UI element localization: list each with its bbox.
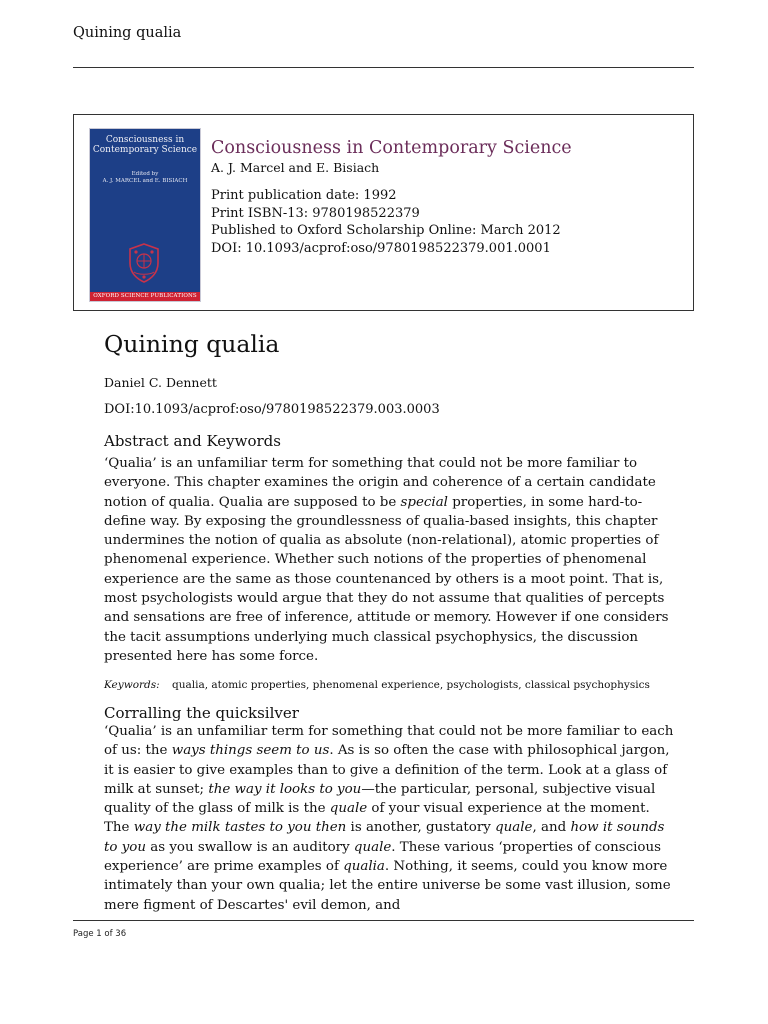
body-text-part: ‘Qualia’ is an unfamiliar term for something that could not be more familiar to each of us: the (104, 724, 674, 759)
abstract-text-part: properties, in some hard-to-define way. By exposing the groundlessness of qualia-based insights, this chapter undermines the notion of qualia as absolute (non-relational), atomic properties of phenomenal experience. Whether such notions of the properties of phenomenal experience are the same as those countenanced by others is a moot point. That is, most psychologists would argue that they do not assume that qualities of percepts and sensations are free of inference, attitude or memory. However if one considers the tacit assumptions underlying much classical psychophysics, the discussion presented here has some force. (104, 494, 669, 664)
running-head: Quining qualia (73, 25, 182, 41)
body-emphasis: how it sounds to you (104, 820, 665, 855)
body-text-part: . Nothing, it seems, could you know more intimately than your own qualia; let the entire universe be some vast illusion, some mere figment of Descartes' evil demon, and (104, 859, 671, 913)
abstract-heading: Abstract and Keywords (104, 432, 281, 450)
body-text-part: . As is so often the case with philosophical jargon, it is easier to give examples than to give a definition of the term. Look at a glass of milk at sunset; (104, 743, 670, 797)
book-doi: DOI: 10.1093/acprof:oso/9780198522379.001.0001 (211, 240, 551, 256)
chapter-author: Daniel C. Dennett (104, 375, 217, 390)
abstract-text-part: ‘Qualia’ is an unfamiliar term for something that could not be more familiar to everyone. This chapter examines the origin and coherence of a certain candidate notion of qualia. Qualia are supposed to be (104, 456, 656, 510)
chapter-title: Quining qualia (104, 330, 280, 358)
body-text-part: is another, gustatory (346, 820, 496, 836)
keywords-label: Keywords: (104, 679, 160, 691)
cover-title: Consciousness in Contemporary Science (92, 135, 198, 155)
cover-editors: A. J. MARCEL and E. BISIACH (102, 178, 188, 184)
book-cover (89, 128, 201, 302)
abstract-text (104, 454, 674, 666)
body-emphasis: quale (353, 839, 392, 855)
abstract-emphasis: special (400, 494, 448, 510)
page-number: Page 1 of 36 (73, 929, 127, 939)
body-emphasis: ways things seem to us (171, 743, 330, 759)
body-emphasis: the way it looks to you (208, 781, 362, 797)
body-emphasis: qualia (343, 859, 385, 875)
keywords-value: qualia, atomic properties, phenomenal experience, psychologists, classical psychophysics (172, 679, 650, 691)
cover-edited-by: Edited by (131, 171, 159, 177)
oxford-crest-icon (124, 241, 164, 285)
cover-editors-block (90, 171, 200, 185)
print-publication-date: Print publication date: 1992 (211, 188, 397, 203)
footer-divider (73, 920, 694, 921)
body-emphasis: quale (329, 801, 368, 817)
cover-series-label: OXFORD SCIENCE PUBLICATIONS (93, 293, 197, 299)
print-isbn: Print ISBN-13: 9780198522379 (211, 205, 420, 221)
header-divider (73, 67, 694, 68)
body-text-part: —the particular, personal, subjective visual quality of the glass of milk is the (104, 781, 656, 817)
online-publication: Published to Oxford Scholarship Online: March 2012 (211, 223, 561, 238)
body-emphasis: way the milk tastes to you then (133, 820, 347, 836)
body-text-part: of your visual experience at the moment. The (104, 801, 650, 836)
chapter-doi: DOI:10.1093/acprof:oso/9780198522379.003.0003 (104, 402, 440, 417)
body-text-part: . These various ‘properties of conscious experience’ are prime examples of (104, 839, 661, 875)
body-emphasis: quale (495, 820, 533, 836)
keywords-line (104, 679, 650, 691)
body-text-part: , and (532, 820, 571, 836)
body-text-part: as you swallow is an auditory (145, 839, 354, 855)
book-authors: A. J. Marcel and E. Bisiach (211, 160, 380, 175)
book-title-link[interactable]: Consciousness in Contemporary Science (211, 138, 572, 158)
book-metadata (211, 187, 561, 257)
book-info-box (73, 114, 694, 311)
section-body (104, 722, 674, 918)
section-heading: Corralling the quicksilver (104, 704, 299, 722)
